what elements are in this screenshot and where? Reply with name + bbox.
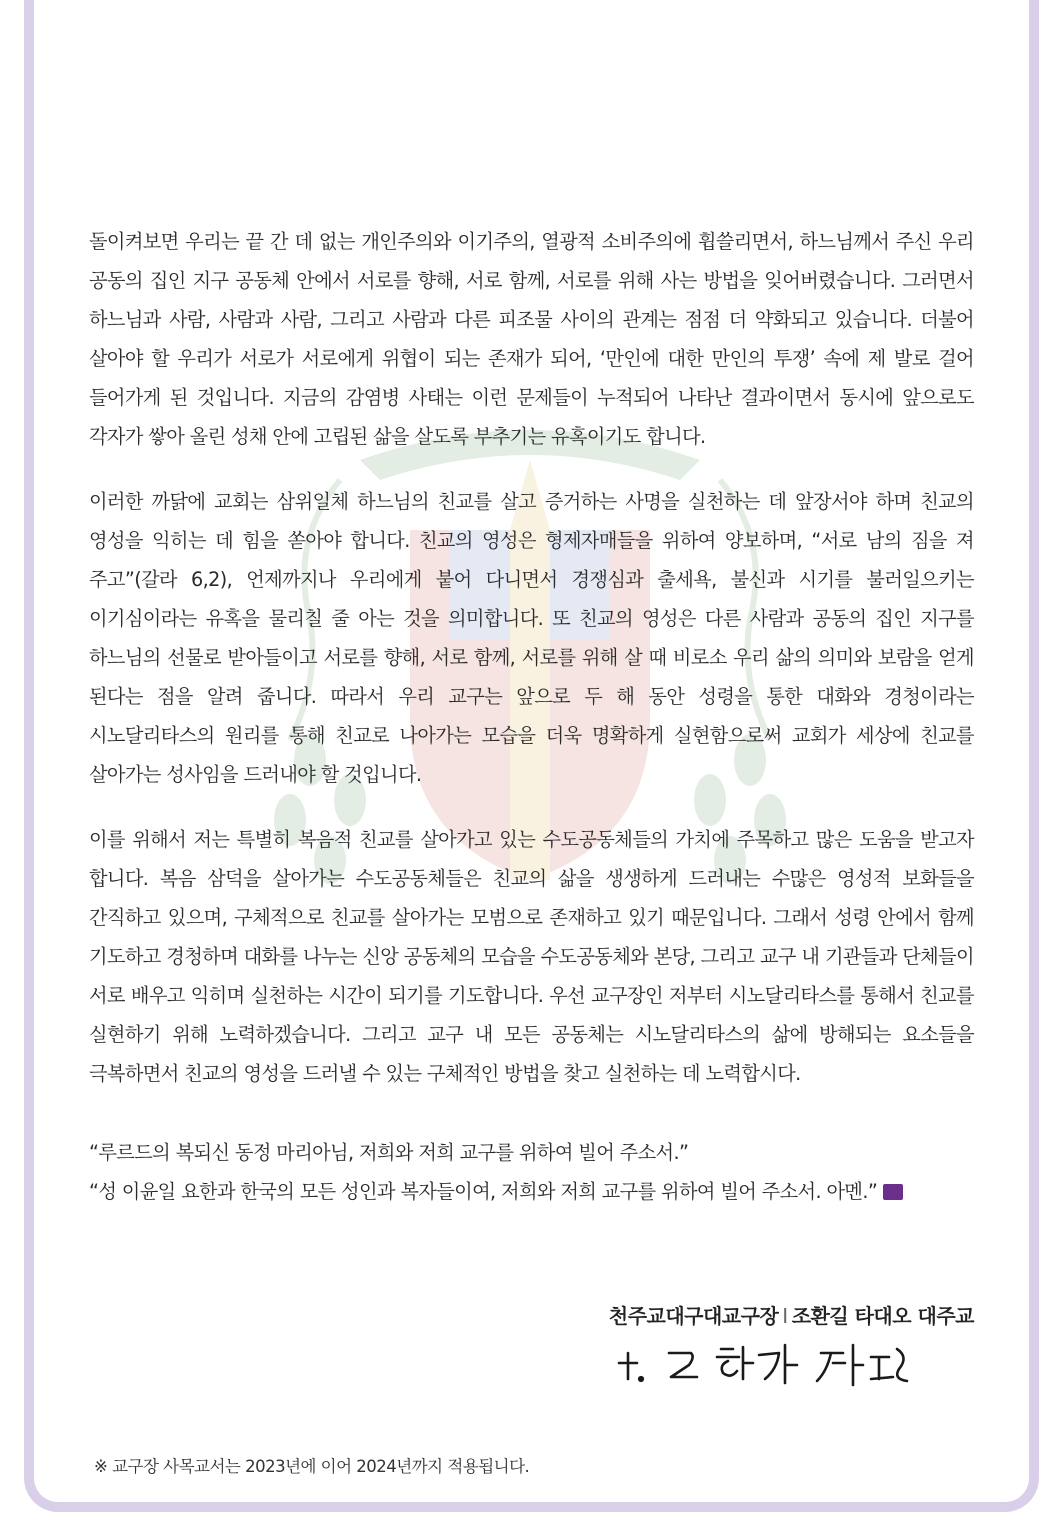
prayer-line-2-text: “성 이윤일 요한과 한국의 모든 성인과 복자들이여, 저희와 저희 교구를 위하여 빌어 주소서. 아멘.” xyxy=(89,1180,878,1203)
signature-separator: I xyxy=(782,1304,788,1328)
paragraph-1: 돌이켜보면 우리는 끝 간 데 없는 개인주의와 이기주의, 열광적 소비주의에 휩쓸리면서, 하느님께서 주신 우리 공동의 집인 지구 공동체 안에서 서로를 향해, 서로 함께, 서로를 위해 사는 방법을 잊어버렸습니다. 그러면서 하느님과 사람, 사람과 사람, 그리고 사람과 다른 피조물 사이의 관계는 점점 더 약화되고 있습니다. 더불어 살아야 할 우리가 서로가 서로에게 위협이 되는 존재가 되어, ‘만인에 대한 만인의 투쟁’ 속에 제 발로 걸어 들어가게 된 것입니다. 지금의 감염병 사태는 이런 문제들이 누적되어 나타난 결과이면서 동시에 앞으로도 각자가 쌓아 올린 성채 안에 고립된 삶을 살도록 부추기는 유혹이기도 합니다. xyxy=(89,230,974,448)
handwritten-signature-icon xyxy=(609,1335,914,1395)
end-mark-icon xyxy=(883,1184,903,1200)
prayer-line-1: “루르드의 복되신 동정 마리아님, 저희와 저희 교구를 위하여 빌어 주소서.” xyxy=(89,1141,689,1164)
signature-title xyxy=(609,1300,974,1329)
footnote: ※ 교구장 사목교서는 2023년에 이어 2024년까지 적용됩니다. xyxy=(94,1457,530,1476)
prayer-line-2 xyxy=(89,1172,974,1211)
paragraph-2: 이러한 까닭에 교회는 삼위일체 하느님의 친교를 살고 증거하는 사명을 실천하는 데 앞장서야 하며 친교의 영성을 익히는 데 힘을 쏟아야 합니다. 친교의 영성은 형제자매들을 위하여 양보하며, “서로 남의 짐을 져 주고”(갈라 6,2), 언제까지나 우리에게 붙어 다니면서 경쟁심과 출세욕, 불신과 시기를 불러일으키는 이기심이라는 유혹을 물리칠 줄 아는 것을 의미합니다. 또 친교의 영성은 다른 사람과 공동의 집인 지구를 하느님의 선물로 받아들이고 서로를 향해, 서로 함께, 서로를 위해 살 때 비로소 우리 삶의 의미와 보람을 얻게 된다는 점을 알려 줍니다. 따라서 우리 교구는 앞으로 두 해 동안 성령을 통한 대화와 경청이라는 시노달리타스의 원리를 통해 친교로 나아가는 모습을 더욱 명확하게 실현함으로써 교회가 세상에 친교를 살아가는 성사임을 드러내야 할 것입니다. xyxy=(89,490,974,786)
letter-body xyxy=(89,222,974,1211)
paragraph-3: 이를 위해서 저는 특별히 복음적 친교를 살아가고 있는 수도공동체들의 가치에 주목하고 많은 도움을 받고자 합니다. 복음 삼덕을 살아가는 수도공동체들은 친교의 삶을 생생하게 드러내는 수많은 영성적 보화들을 간직하고 있으며, 구체적으로 친교를 살아가는 모범으로 존재하고 있기 때문입니다. 그래서 성령 안에서 함께 기도하고 경청하며 대화를 나누는 신앙 공동체의 모습을 수도공동체와 본당, 그리고 교구 내 기관들과 단체들이 서로 배우고 익히며 실천하는 시간이 되기를 기도합니다. 우선 교구장인 저부터 시노달리타스를 통해서 친교를 실현하기 위해 노력하겠습니다. 그리고 교구 내 모든 공동체는 시노달리타스의 삶에 방해되는 요소들을 극복하면서 친교의 영성을 드러낼 수 있는 구체적인 방법을 찾고 실천하는 데 노력합시다. xyxy=(89,828,974,1085)
signature-office: 천주교대구대교구장 xyxy=(608,1304,779,1328)
signature-name: 조환길 타대오 대주교 xyxy=(791,1304,974,1328)
closing-prayer xyxy=(89,1133,974,1211)
signature-block xyxy=(609,1300,974,1395)
